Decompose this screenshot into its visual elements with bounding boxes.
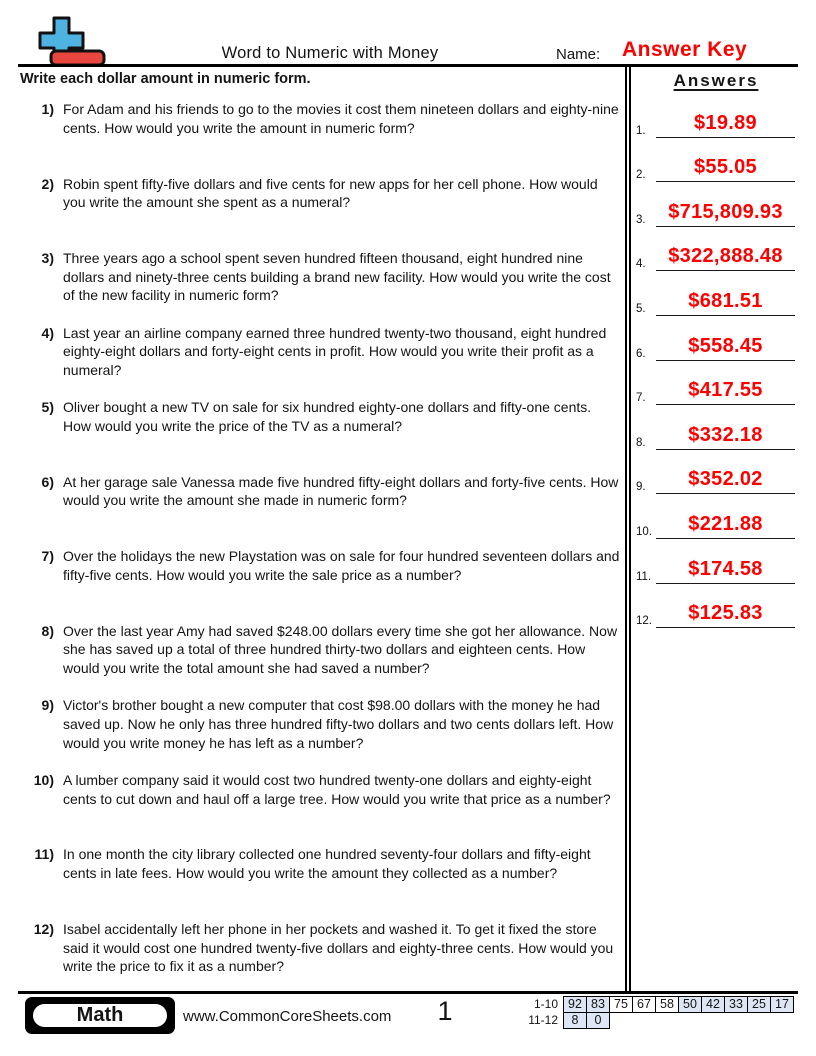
answer-row <box>634 405 798 450</box>
answer-value: $681.51 <box>688 289 763 312</box>
score-table <box>501 996 794 1029</box>
question-text: Three years ago a school spent seven hundred fifteen thousand, eight hundred nine dollars and ninety-three cents building a brand new facility. How would you write the cost of the new facility in numeric form? <box>63 250 611 304</box>
question-item <box>18 771 622 846</box>
question-number: 3) <box>41 250 54 267</box>
score-cell: 8 <box>563 1012 587 1029</box>
worksheet-title: Word to Numeric with Money <box>221 44 439 62</box>
question-number: 8) <box>41 622 54 639</box>
question-number: 1) <box>41 101 54 117</box>
answer-row <box>634 271 798 316</box>
question-item <box>18 175 622 250</box>
answer-number: 1. <box>636 124 646 137</box>
score-row <box>501 996 794 1013</box>
answer-row <box>634 182 798 227</box>
answer-number: 7. <box>636 392 646 405</box>
question-text: Isabel accidentally left her phone in her pockets and washed it. To get it fixed the store said it would cost one hundred twenty-five dollars and eighty-three cents. How would you write the price to fix it as a number? <box>63 921 614 975</box>
answer-value: $55.05 <box>694 156 757 179</box>
answer-value: $352.02 <box>688 468 763 491</box>
answer-row <box>634 494 798 539</box>
score-cell: 92 <box>563 996 587 1013</box>
score-row-label: 1-10 <box>533 997 558 1011</box>
answer-value: $417.55 <box>688 379 763 402</box>
answer-row <box>634 584 798 629</box>
answer-value: $174.58 <box>688 557 763 580</box>
score-cell: 17 <box>770 996 794 1013</box>
question-number: 2) <box>41 175 54 192</box>
question-item <box>18 920 622 995</box>
question-item <box>18 249 622 324</box>
question-item <box>18 473 622 548</box>
answer-value: $332.18 <box>688 423 763 446</box>
question-number: 4) <box>41 324 54 341</box>
answer-row <box>634 361 798 406</box>
question-number: 10) <box>33 771 54 788</box>
question-text: Victor's brother bought a new computer that cost $98.00 dollars with the money he had saved up. Now he only has three hundred fifty-two dollars and two cents dollars left. How would you write money he has left as a number? <box>63 697 614 751</box>
answer-number: 12. <box>636 615 652 628</box>
question-text: A lumber company said it would cost two hundred twenty-one dollars and eighty-eight cents to cut down and haul off a large tree. How would you write that price as a number? <box>63 771 611 807</box>
question-number: 12) <box>33 921 54 938</box>
question-text: Robin spent fifty-five dollars and five cents for new apps for her cell phone. How would you write the amount she spent as a numeral? <box>63 175 598 211</box>
score-cells <box>563 1012 610 1029</box>
footer-divider-line <box>18 991 798 994</box>
answer-row <box>634 450 798 495</box>
answer-number: 3. <box>636 213 646 226</box>
answers-title: Answers <box>673 71 759 90</box>
question-item <box>18 398 622 473</box>
answer-value: $221.88 <box>688 512 763 535</box>
question-item <box>18 547 622 622</box>
question-text: Oliver bought a new TV on sale for six hundred eighty-one dollars and fifty-one cents. How would you write the price of the TV as a numeral? <box>63 399 592 434</box>
question-text: At her garage sale Vanessa made five hundred fifty-eight dollars and forty-five cents. How would you write the amount she made in numeric form? <box>63 473 619 509</box>
question-item <box>18 845 622 920</box>
answer-row <box>634 316 798 361</box>
answer-blank-line <box>656 627 795 628</box>
page-number: 1 <box>437 996 453 1026</box>
score-cell: 50 <box>678 996 702 1013</box>
score-cell: 42 <box>701 996 725 1013</box>
question-number: 9) <box>41 697 54 714</box>
answer-value: $125.83 <box>688 602 763 625</box>
question-text: For Adam and his friends to go to the movies it cost them nineteen dollars and eighty-nine cents. How would you write the amount in numeric form? <box>63 101 619 136</box>
answer-number: 10. <box>636 525 652 538</box>
score-cell: 58 <box>655 996 679 1013</box>
question-number: 11) <box>34 846 54 863</box>
site-url: www.CommonCoreSheets.com <box>183 1008 392 1025</box>
answer-row <box>634 539 798 584</box>
score-cell: 0 <box>586 1012 610 1029</box>
question-number: 5) <box>41 399 54 416</box>
answer-number: 11. <box>636 570 652 583</box>
answer-number: 5. <box>636 302 646 315</box>
answers-column-divider <box>625 66 631 991</box>
question-item <box>18 696 622 771</box>
question-number: 6) <box>41 473 54 490</box>
answers-panel <box>634 67 798 628</box>
answer-value: $322,888.48 <box>668 245 783 268</box>
question-text: Over the last year Amy had saved $248.00 dollars every time she got her allowance. Now she has saved up a total of three hundred thirty-two dollars and eighteen cents. How would you write the total amount she had saved a number? <box>63 622 618 677</box>
score-row-label: 11-12 <box>528 1013 558 1027</box>
answer-number: 6. <box>636 347 646 360</box>
answer-number: 9. <box>636 481 646 494</box>
answer-value: $558.45 <box>688 334 763 357</box>
score-row <box>501 1012 794 1029</box>
answer-number: 4. <box>636 258 646 271</box>
question-item <box>18 622 622 697</box>
score-cell: 33 <box>724 996 748 1013</box>
score-cell: 67 <box>632 996 656 1013</box>
subject-badge <box>25 997 175 1034</box>
question-text: Over the holidays the new Playstation was on sale for four hundred seventeen dollars and fifty-five cents. How would you write the sale price as a number? <box>63 548 620 583</box>
answer-number: 8. <box>636 436 646 449</box>
score-cells <box>563 996 794 1013</box>
answer-row <box>634 93 798 138</box>
answer-row <box>634 227 798 272</box>
score-cell: 83 <box>586 996 610 1013</box>
answer-row <box>634 138 798 183</box>
answer-number: 2. <box>636 169 646 182</box>
answer-list <box>634 93 798 628</box>
question-item <box>18 324 622 399</box>
score-cell: 25 <box>747 996 771 1013</box>
question-list <box>18 100 622 995</box>
question-item <box>18 100 622 175</box>
subject-badge-label: Math <box>30 1001 170 1030</box>
answer-value: $715,809.93 <box>668 200 783 223</box>
question-number: 7) <box>41 548 54 565</box>
instruction-text: Write each dollar amount in numeric form. <box>20 71 311 87</box>
answer-key-label: Answer Key <box>622 38 748 61</box>
name-label: Name: <box>556 46 601 63</box>
question-text: In one month the city library collected one hundred seventy-four dollars and fifty-eight cents in late fees. How would you write the amount they collected as a number? <box>63 846 591 882</box>
plus-minus-math-icon <box>35 15 110 67</box>
question-text: Last year an airline company earned three hundred twenty-two thousand, eight hundred eighty-eight dollars and forty-eight cents in profit. How would you write their profit as a numeral? <box>63 324 607 378</box>
answer-value: $19.89 <box>694 111 757 134</box>
score-cell: 75 <box>609 996 633 1013</box>
